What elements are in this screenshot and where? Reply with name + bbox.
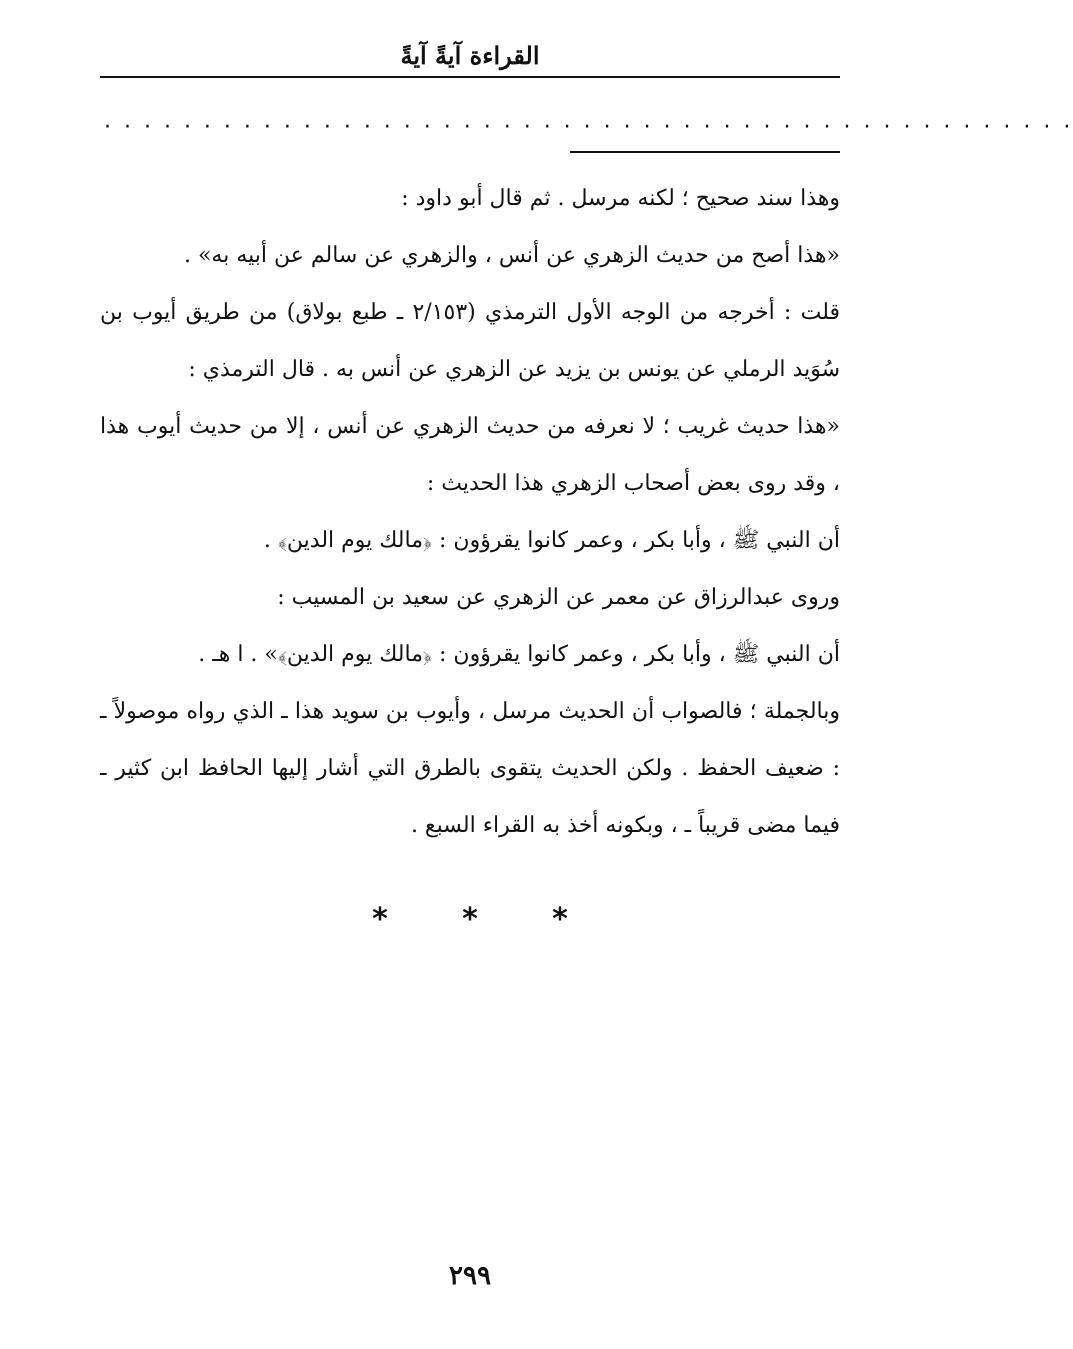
running-head-title: القراءة آيةً آيةً (400, 41, 540, 70)
dotted-separator: · · · · · · · · · · · · · · · · · · · · · · · · · · · · · · · · · · · · · · · · · · · · · · · · · (104, 115, 1073, 140)
header-rule (100, 76, 840, 78)
quote-tirmidhi: «هذا حديث غريب ؛ لا نعرفه من حديث الزهري عن أنس ، إلا من حديث أيوب هذا ، وقد روى بعض أصحاب الزهري هذا الحديث : (100, 414, 840, 496)
footnote-rule (570, 151, 840, 153)
section-ornament (360, 900, 580, 940)
paragraph-abdulrazzaq: وروى عبدالرزاق عن معمر عن الزهري عن سعيد بن المسيب : (277, 585, 840, 610)
paragraph-conclusion: وبالجملة ؛ فالصواب أن الحديث مرسل ، وأيوب بن سويد هذا ـ الذي رواه موصولاً ـ : ضعيف الحفظ . ولكن الحديث يتقوى بالطرق التي أشار إليها الحافظ ابن كثير ـ فيما مضى قريباً ـ ، وبكونه أخذ به القراء السبع . (100, 699, 840, 838)
hadith-text-1: أن النبي ﷺ ، وأبا بكر ، وعمر كانوا يقرؤون : ﴿مالك يوم الدين﴾ . (263, 528, 840, 553)
paragraph-tirmidhi-source: قلت : أخرجه من الوجه الأول الترمذي (٢/١٥٣ ـ طبع بولاق) من طريق أيوب بن سُوَيد الرملي عن يونس بن يزيد عن الزهري عن أنس به . قال الترمذي : (100, 300, 840, 382)
page-number: ٢٩٩ (449, 1261, 491, 1291)
hadith-text-2: أن النبي ﷺ ، وأبا بكر ، وعمر كانوا يقرؤون : ﴿مالك يوم الدين﴾» . ا هـ . (198, 642, 840, 667)
ornament-star: * (552, 902, 568, 937)
paragraph-sanad: وهذا سند صحيح ؛ لكنه مرسل . ثم قال أبو داود : (401, 186, 840, 211)
ornament-star: * (372, 902, 388, 937)
ornament-star: * (462, 902, 478, 937)
quote-abu-dawud: «هذا أصح من حديث الزهري عن أنس ، والزهري عن سالم عن أبيه به» . (183, 243, 840, 268)
body-text (100, 170, 840, 854)
